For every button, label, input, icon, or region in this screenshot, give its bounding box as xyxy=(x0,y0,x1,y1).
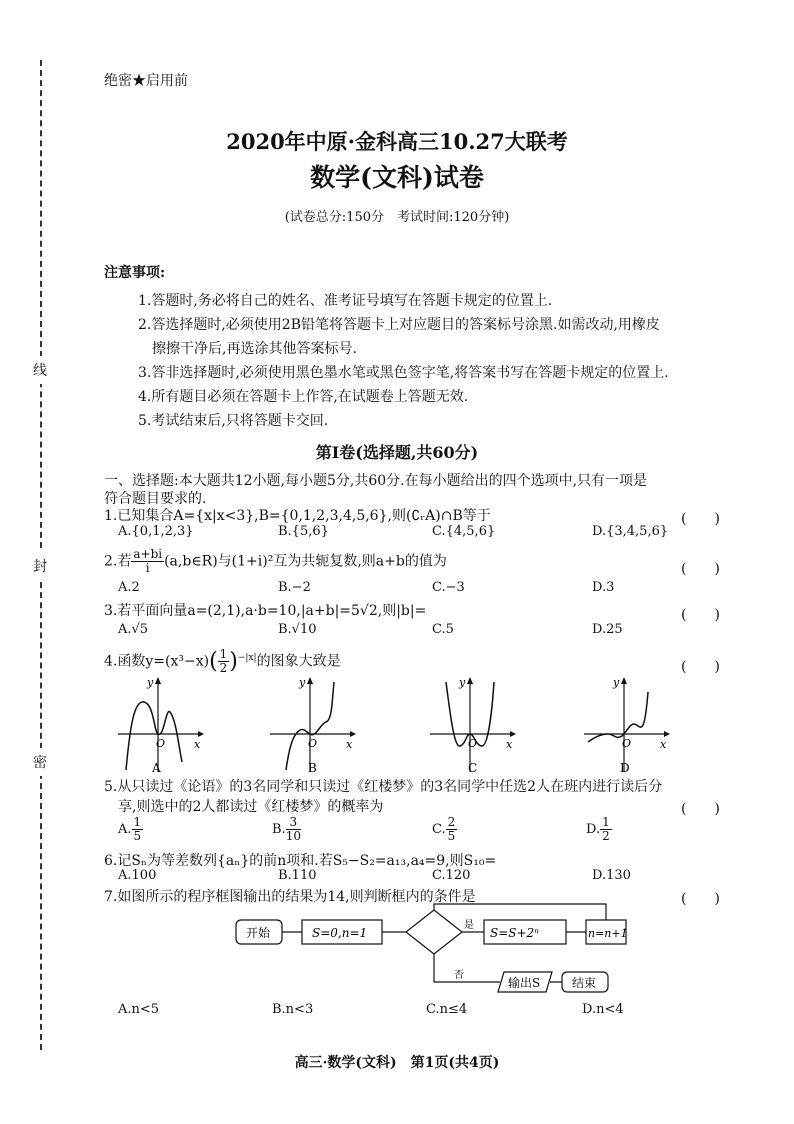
answer-bracket: ( ) xyxy=(681,801,720,817)
option-a: A.n<5 xyxy=(118,1002,160,1017)
note-item: 5.考试结束后,只将答题卡交回. xyxy=(138,413,329,429)
option-label: A. xyxy=(118,822,132,837)
flow-init-text: S=0,n=1 xyxy=(312,926,368,940)
option-c: C.5 xyxy=(432,622,454,637)
option-c: C.{4,5,6} xyxy=(432,524,496,539)
graph-b xyxy=(270,672,370,774)
option-label: B. xyxy=(272,822,286,837)
answer-bracket: ( ) xyxy=(681,561,720,577)
graph-d xyxy=(584,672,684,774)
axis-x-label: x xyxy=(506,738,513,751)
question-7-stem: 7.如图所示的程序框图输出的结果为14,则判断框内的条件是 xyxy=(104,889,476,905)
paren-open: ( xyxy=(209,649,218,674)
fraction xyxy=(132,816,144,843)
option-a: A.{0,1,2,3} xyxy=(118,524,194,539)
fraction-den: 2 xyxy=(602,829,610,843)
option-c: C.120 xyxy=(432,868,471,883)
fraction xyxy=(131,548,164,575)
option-label: C. xyxy=(432,822,446,837)
graph-label: B xyxy=(308,761,317,774)
axis-x-label: x xyxy=(194,738,201,751)
note-item: 4.所有题目必须在答题卡上作答,在试题卷上答题无效. xyxy=(138,389,469,405)
flow-output-text: 输出S xyxy=(508,976,541,990)
fraction-num: a+bi xyxy=(133,547,163,561)
stem-pre: 4.函数y=(x³−x) xyxy=(104,653,210,670)
side-label-seal: 封 xyxy=(33,552,47,580)
graph-label: A xyxy=(152,761,161,774)
notes-heading: 注意事项: xyxy=(104,265,166,281)
question-4-stem xyxy=(104,648,341,675)
section-intro: 一、选择题:本大题共12小题,每小题5分,共60分.在每小题给出的四个选项中,只有一项是 xyxy=(104,473,648,489)
flow-inc-text: n=n+1 xyxy=(588,927,628,940)
option-a: A.√5 xyxy=(118,622,149,637)
stem-pre: 2.若 xyxy=(104,553,132,570)
axis-y-label: y xyxy=(613,676,620,689)
fraction xyxy=(286,816,301,843)
exam-info: (试卷总分:150分 考试时间:120分钟) xyxy=(284,210,510,225)
option-d: D.{3,4,5,6} xyxy=(592,524,669,539)
option-a xyxy=(118,816,143,843)
question-2-stem xyxy=(104,548,447,575)
note-item: 2.答选择题时,必须使用2B铅笔将答题卡上对应题目的答案标号涂黑.如需改动,用橡皮 xyxy=(138,317,660,333)
note-item: 1.答题时,务必将自己的姓名、准考证号填写在答题卡规定的位置上. xyxy=(138,293,553,309)
paren-close: ) xyxy=(229,649,238,674)
option-b: B.110 xyxy=(278,868,317,883)
option-b: B.n<3 xyxy=(272,1002,314,1017)
origin-label: O xyxy=(468,737,478,750)
exam-title: 2020年中原·金科高三10.27大联考 xyxy=(226,129,568,154)
option-a: A.2 xyxy=(118,580,140,595)
stem-post: (a,b∈R)与(1+i)²互为共轭复数,则a+b的值为 xyxy=(164,553,447,570)
note-item: 3.答非选择题时,必须使用黑色墨水笔或黑色签字笔,将答案书写在答题卡规定的位置上. xyxy=(138,365,669,381)
option-b: B.√10 xyxy=(278,622,317,637)
graph-a xyxy=(118,672,218,774)
flow-no-label: 否 xyxy=(454,970,464,981)
question-1-stem: 1.已知集合A={x|x<3},B={0,1,2,3,4,5,6},则(∁ᵣA)∩B等于 xyxy=(104,508,491,524)
answer-bracket: ( ) xyxy=(681,659,720,675)
question-5-stem-cont: 享,则选中的2人都读过《红楼梦》的概率为 xyxy=(118,799,384,815)
fraction-num: 1 xyxy=(133,815,142,829)
option-c: C.−3 xyxy=(432,580,465,595)
origin-label: O xyxy=(308,737,318,750)
flow-start-text: 开始 xyxy=(246,926,271,940)
origin-label: O xyxy=(156,737,166,750)
option-d: D.3 xyxy=(592,580,615,595)
option-d: D.n<4 xyxy=(582,1002,624,1017)
option-a: A.100 xyxy=(118,868,157,883)
option-c xyxy=(432,816,457,843)
side-label-secret: 密 xyxy=(33,748,47,776)
fraction-den: 5 xyxy=(133,829,142,843)
question-5-stem: 5.从只读过《论语》的3名同学和只读过《红楼梦》的3名同学中任选2人在班内进行读后分 xyxy=(104,779,663,795)
fraction-num: 2 xyxy=(447,815,456,829)
fraction xyxy=(218,648,230,675)
answer-bracket: ( ) xyxy=(681,607,720,623)
flowchart xyxy=(228,900,628,1000)
flow-decision xyxy=(406,910,462,954)
section-intro: 符合题目要求的. xyxy=(104,491,207,507)
fraction-den: 5 xyxy=(447,829,456,843)
axis-y-label: y xyxy=(299,676,306,689)
graph-label: D xyxy=(620,761,630,774)
option-d: D.130 xyxy=(592,868,631,883)
axis-y-label: y xyxy=(459,676,466,689)
question-3-stem: 3.若平面向量a=(2,1),a·b=10,|a+b|=5√2,则|b|= xyxy=(104,603,427,619)
answer-bracket: ( ) xyxy=(681,891,720,907)
option-b: B.−2 xyxy=(278,580,311,595)
option-c: C.n≤4 xyxy=(426,1002,468,1017)
fraction-num: 1 xyxy=(219,647,228,661)
answer-bracket: ( ) xyxy=(681,511,720,527)
option-b: B.{5,6} xyxy=(278,524,329,539)
page-footer: 高三·数学(文科) 第1页(共4页) xyxy=(294,1055,500,1071)
question-6-stem: 6.记Sₙ为等差数列{aₙ}的前n项和.若S₅−S₂=a₁₃,a₄=9,则S₁₀= xyxy=(104,853,497,869)
fraction-den: 2 xyxy=(219,661,228,675)
graph-label: C xyxy=(468,761,478,774)
graph-c xyxy=(430,672,530,774)
exponent: −|x| xyxy=(237,652,257,663)
fraction-num: 1 xyxy=(602,815,610,829)
fraction xyxy=(600,816,612,843)
option-d: D.25 xyxy=(592,622,623,637)
fraction-den: 10 xyxy=(285,829,301,843)
option-b xyxy=(272,816,301,843)
axis-x-label: x xyxy=(346,738,353,751)
side-label-line: 线 xyxy=(33,356,47,384)
flow-update-text: S=S+2ⁿ xyxy=(490,926,540,940)
fraction-den: i xyxy=(145,561,150,575)
secret-label: 绝密★启用前 xyxy=(104,73,188,89)
option-label: D. xyxy=(586,822,601,837)
axis-x-label: x xyxy=(660,738,667,751)
flow-yes-label: 是 xyxy=(464,920,474,931)
axis-y-label: y xyxy=(147,676,154,689)
exam-subject: 数学(文科)试卷 xyxy=(310,163,484,192)
origin-label: O xyxy=(622,737,632,750)
fraction-num: 3 xyxy=(286,816,301,830)
fraction xyxy=(446,816,458,843)
section-heading: 第Ⅰ卷(选择题,共60分) xyxy=(315,443,479,462)
option-d xyxy=(586,816,612,843)
stem-post: 的图象大致是 xyxy=(256,653,341,670)
note-item: 擦擦干净后,再选涂其他答案标号. xyxy=(152,341,357,357)
flow-end-text: 结束 xyxy=(572,976,597,990)
